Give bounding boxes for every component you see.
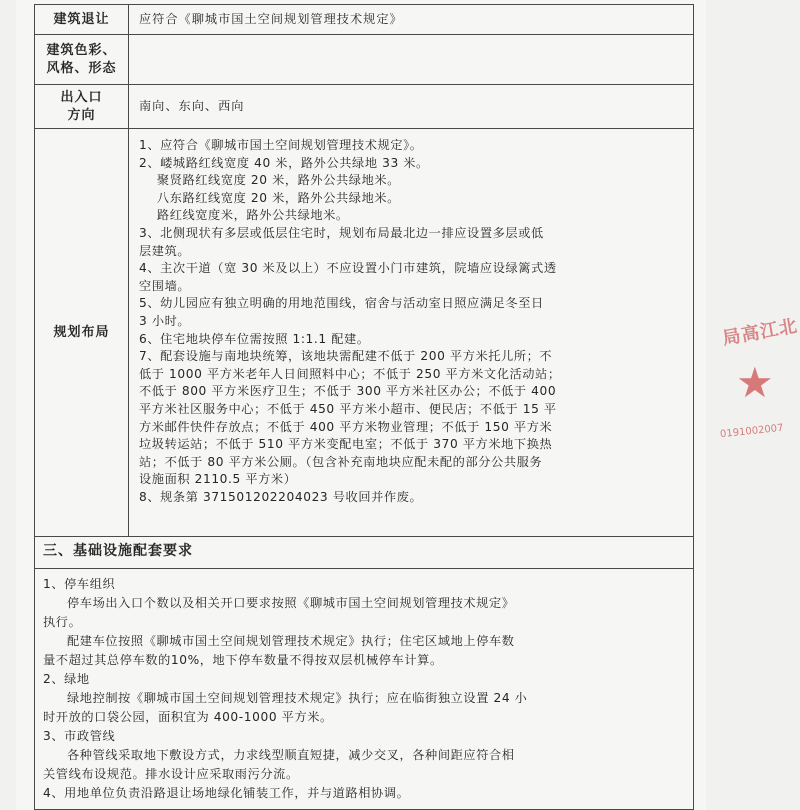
layout-line: 1、应符合《聊城市国土空间规划管理技术规定》。 bbox=[139, 138, 423, 152]
layout-line: 八东路红线宽度 20 米，路外公共绿地米。 bbox=[139, 190, 400, 205]
parking-p1b: 执行。 bbox=[43, 615, 82, 629]
row-setback bbox=[35, 5, 694, 35]
parking-p2a: 配建车位按照《聊城市国土空间规划管理技术规定》执行；住宅区域地上停车数 bbox=[67, 634, 515, 648]
row-color-style bbox=[35, 35, 694, 85]
layout-line: 3、北侧现状有多层或低层住宅时，规划布局最北边一排应设置多层或低 bbox=[139, 225, 544, 240]
seal-number: 0191002007 bbox=[719, 422, 785, 441]
layout-line: 6、住宅地块停车位需按照 1:1.1 配建。 bbox=[139, 331, 370, 346]
document-page bbox=[16, 0, 706, 810]
layout-line: 空围墙。 bbox=[139, 278, 191, 293]
pipe-a: 各种管线采取地下敷设方式，力求线型顺直短捷，减少交叉，各种间距应符合相 bbox=[67, 748, 515, 762]
seal-star-icon: ★ bbox=[736, 358, 774, 407]
planning-conditions-table bbox=[34, 4, 694, 810]
section3-title: 三、基础设施配套要求 bbox=[35, 537, 694, 569]
row-infrastructure bbox=[35, 569, 694, 810]
parking-title: 1、停车组织 bbox=[43, 577, 116, 591]
row-section3-head bbox=[35, 537, 694, 569]
row-layout bbox=[35, 129, 694, 537]
layout-line: 站；不低于 80 平方米公厕。（包含补充南地块应配未配的部分公共服务 bbox=[139, 454, 543, 469]
value-entrance: 南向、东向、西向 bbox=[129, 85, 694, 129]
layout-line: 5、幼儿园应有独立明确的用地范围线，宿舍与活动室日照应满足冬至日 bbox=[139, 296, 544, 311]
layout-line: 平方米社区服务中心；不低于 450 平方米小超市、便民店；不低于 15 平 bbox=[139, 401, 557, 416]
layout-line: 7、配套设施与南地块统筹，该地块需配建不低于 200 平方米托儿所；不 bbox=[139, 349, 553, 364]
pipe-title: 3、市政管线 bbox=[43, 729, 116, 743]
item4: 4、用地单位负责沿路退让场地绿化铺装工作，并与道路相协调。 bbox=[43, 786, 410, 800]
label-entrance: 出入口 方向 bbox=[35, 85, 129, 129]
layout-line: 方米邮件快件存放点；不低于 400 平方米物业管理；不低于 150 平方米 bbox=[139, 419, 553, 434]
layout-line: 垃圾转运站；不低于 510 平方米变配电室；不低于 370 平方米地下换热 bbox=[139, 437, 553, 452]
layout-line: 设施面积 2110.5 平方米） bbox=[139, 472, 297, 487]
label-layout: 规划布局 bbox=[35, 129, 129, 537]
label-color-style: 建筑色彩、 风格、形态 bbox=[35, 35, 129, 85]
layout-line: 4、主次干道（宽 30 米及以上）不应设置小门市建筑，院墙应设绿篱式透 bbox=[139, 261, 557, 276]
parking-p1a: 停车场出入口个数以及相关开口要求按照《聊城市国土空间规划管理技术规定》 bbox=[67, 596, 515, 610]
layout-line: 不低于 800 平方米医疗卫生；不低于 300 平方米社区办公；不低于 400 bbox=[139, 384, 557, 399]
layout-line: 2、嵝城路红线宽度 40 米，路外公共绿地 33 米。 bbox=[139, 155, 429, 170]
layout-line: 低于 1000 平方米老年人日间照料中心；不低于 250 平方米文化活动站； bbox=[139, 366, 561, 381]
green-title: 2、绿地 bbox=[43, 672, 90, 686]
official-seal bbox=[716, 310, 800, 450]
seal-text: 局高江北 bbox=[721, 315, 800, 350]
infrastructure-content bbox=[35, 569, 694, 810]
value-setback: 应符合《聊城市国土空间规划管理技术规定》 bbox=[129, 5, 694, 35]
label-setback: 建筑退让 bbox=[35, 5, 129, 35]
row-entrance bbox=[35, 85, 694, 129]
green-a: 绿地控制按《聊城市国土空间规划管理技术规定》执行；应在临街独立设置 24 小 bbox=[67, 691, 528, 705]
layout-line: 路红线宽度米，路外公共绿地米。 bbox=[139, 208, 349, 223]
layout-line: 3 小时。 bbox=[139, 313, 191, 328]
layout-line: 层建筑。 bbox=[139, 243, 191, 258]
parking-p2b: 量不超过其总停车数的10%，地下停车数量不得按双层机械停车计算。 bbox=[43, 653, 443, 667]
green-b: 时开放的口袋公园，面积宜为 400-1000 平方米。 bbox=[43, 710, 333, 724]
value-color-style bbox=[129, 35, 694, 85]
layout-list bbox=[129, 129, 694, 537]
layout-line: 聚贤路红线宽度 20 米，路外公共绿地米。 bbox=[139, 173, 400, 188]
pipe-b: 关管线布设规范。排水设计应采取雨污分流。 bbox=[43, 767, 299, 781]
layout-line: 8、规条第 371501202204023 号收回并作废。 bbox=[139, 489, 423, 504]
